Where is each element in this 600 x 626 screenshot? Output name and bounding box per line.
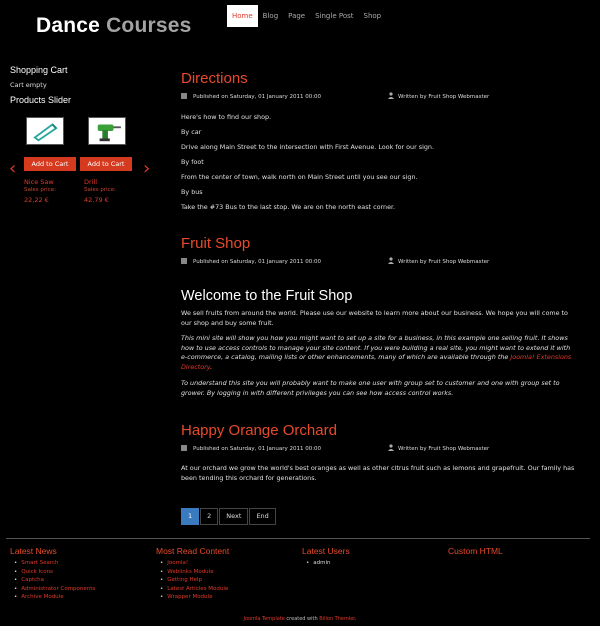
list-item[interactable]: • Smart Search [14,559,95,568]
latest-news-title: Latest News [10,546,57,556]
billion-themler-link[interactable]: Bilion Themler [319,616,355,622]
calendar-icon [181,93,187,99]
sales-price-label: Sales price: [84,187,116,193]
page-1-button[interactable]: 1 [181,508,199,525]
product-price: 42,79 € [84,196,109,204]
nav-page[interactable]: Page [288,12,306,20]
article-title[interactable]: Directions [181,70,248,87]
user-icon [388,257,394,264]
article-author: Written by Fruit Shop Webmaster [388,445,489,453]
site-logo[interactable] [36,13,192,39]
latest-news-list [14,559,95,602]
slider-prev-arrow[interactable]: ‹ [9,158,17,179]
pagination [181,508,276,525]
article-author: Written by Fruit Shop Webmaster [388,93,489,101]
article-published: Published on Saturday, 01 January 2011 00:00 [181,93,321,101]
most-read-title: Most Read Content [156,546,230,556]
nav-home[interactable]: Home [227,5,258,27]
products-slider-title: Products Slider [10,95,72,105]
list-item[interactable]: • Wrapper Module [160,593,228,602]
extensions-directory-link[interactable]: Joomla! Extensions Directory [181,353,572,371]
logo-text-white: Dance [36,14,101,37]
list-item[interactable]: • Captcha [14,576,95,585]
list-item[interactable]: • Joomla! [160,559,228,568]
main-nav [227,5,386,27]
add-to-cart-button[interactable]: Add to Cart [80,157,132,171]
cart-status: Cart empty [10,81,47,89]
list-item[interactable]: • Weblinks Module [160,568,228,577]
logo-text-gray: Courses [100,14,192,37]
drill-icon [89,118,125,144]
list-item[interactable]: • Archive Module [14,593,95,602]
footer-credit: Joomla Template created with Bilion Themler. [243,616,357,622]
add-to-cart-button[interactable]: Add to Cart [24,157,76,171]
article-text: Here's how to find our shop. [181,113,272,121]
page-2-button[interactable]: 2 [200,508,218,525]
user-icon [388,92,394,99]
calendar-icon [181,258,187,264]
list-item[interactable]: • Latest Articles Module [160,585,228,594]
nav-blog[interactable]: Blog [262,12,279,20]
saw-icon [27,118,63,144]
calendar-icon [181,445,187,451]
article-heading: Welcome to the Fruit Shop [181,288,353,304]
article-paragraph: At our orchard we grow the world's best oranges as well as other citrus fruit such as lemons and grapefruit. Our family has been tending this orchard for generations. [181,464,575,482]
list-item[interactable]: • Administrator Components [14,585,95,594]
list-item[interactable]: • Quick Icons [14,568,95,577]
last-page-button[interactable]: End [249,508,275,525]
article-text: By bus [181,188,203,196]
article-text: From the center of town, walk north on Main Street until you see our sign. [181,173,418,181]
footer-divider [6,538,590,539]
product-name[interactable]: Drill [84,178,98,186]
user-icon [388,444,394,451]
article-author: Written by Fruit Shop Webmaster [388,258,489,266]
nav-shop[interactable]: Shop [363,12,382,20]
list-item: • admin [306,559,330,568]
shopping-cart-title: Shopping Cart [10,65,68,75]
list-item[interactable]: • Getting Help [160,576,228,585]
article-title[interactable]: Happy Orange Orchard [181,422,337,439]
product-image-saw[interactable] [26,117,64,145]
article-paragraph: This mini site will show you how you might want to set up a site for a business, in this example one selling fruit. It shows how to use access controls to manage your site content. If you were building a real site, you might want to extend it with e-commerce, a catalog, mailing lists or other enhancements, many of which are available through the Joomla! Extensions Directory. [181,334,572,371]
next-page-button[interactable]: Next [219,508,248,525]
product-name[interactable]: Nice Saw [24,178,54,186]
latest-users-title: Latest Users [302,546,350,556]
most-read-list [160,559,228,602]
joomla-template-link[interactable]: Joomla Template [243,616,285,622]
article-published: Published on Saturday, 01 January 2011 00:00 [181,258,321,266]
article-published: Published on Saturday, 01 January 2011 00:00 [181,445,321,453]
article-title[interactable]: Fruit Shop [181,235,251,252]
article-text: Take the #73 Bus to the last stop. We are on the north east corner. [181,203,396,211]
custom-html-title: Custom HTML [448,546,503,556]
sales-price-label: Sales price: [24,187,56,193]
slider-next-arrow[interactable]: › [143,158,151,179]
product-image-drill[interactable] [88,117,126,145]
article-text: By foot [181,158,204,166]
nav-single-post[interactable]: Single Post [315,12,354,20]
latest-users-list [306,559,330,568]
product-price: 22,22 € [24,196,49,204]
article-text: By car [181,128,202,136]
article-paragraph: To understand this site you will probably want to make one user with group set to customer and one with group set to grower. By logging in with different privileges you can see how access control works. [181,379,560,397]
article-paragraph: We sell fruits from around the world. Please use our website to learn more about our business. We hope you will come to our shop and buy some fruit. [181,309,568,327]
article-text: Drive along Main Street to the intersection with First Avenue. Look for our sign. [181,143,435,151]
